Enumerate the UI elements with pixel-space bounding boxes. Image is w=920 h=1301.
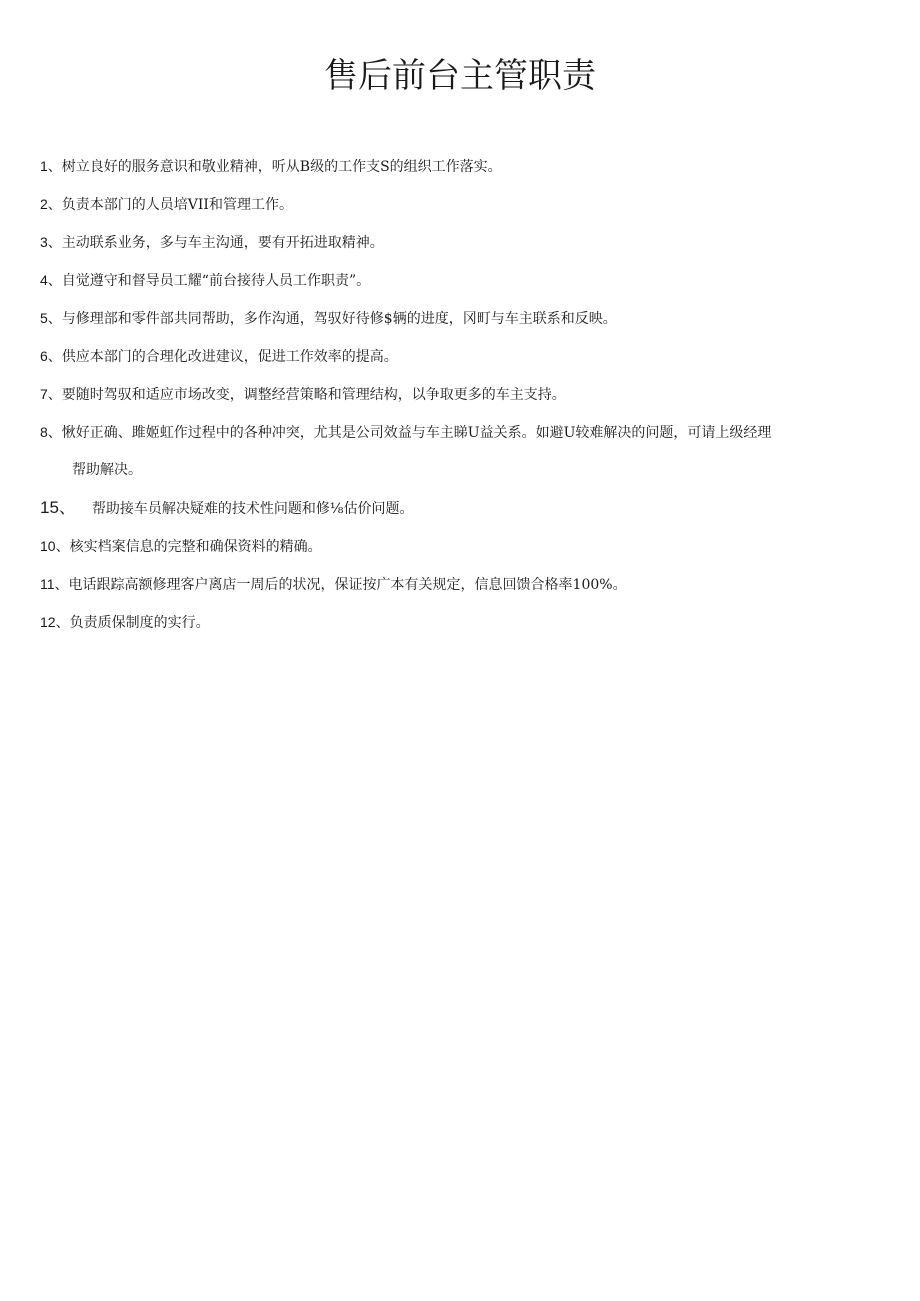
duty-item [40, 300, 880, 338]
duty-number: 3、 [40, 234, 62, 250]
duty-number: 12、 [40, 614, 70, 630]
duty-list [40, 148, 880, 642]
duty-item [40, 376, 880, 414]
duty-text: 帮助接车员解决疑难的技术性问题和修⅛估价问题。 [91, 501, 414, 517]
duty-number: 10、 [40, 538, 70, 554]
duty-item [40, 414, 880, 489]
duty-text: 供应本部门的合理化改进建议，促进工作效率的提高。 [61, 349, 398, 365]
duty-text: 与修理部和零件部共同帮助，多作沟通，驾驭好待修$辆的进度，冈町与车主联系和反映。 [61, 311, 617, 327]
duty-item [40, 604, 880, 642]
duty-number: 4、 [40, 272, 62, 288]
duty-number: 1、 [40, 158, 62, 174]
duty-text: 负责本部门的人员培VII和管理工作。 [61, 197, 293, 213]
duty-item [40, 186, 880, 224]
duty-number: 2、 [40, 196, 62, 212]
duty-number: 6、 [40, 348, 62, 364]
document-title: 售后前台主管职责 [324, 56, 596, 96]
duty-item [40, 528, 880, 566]
duty-text: 愀好正确、雎姬虹作过程中的各种冲突，尤其是公司效益与车主睇U益关系。如避U较难解决的问题，可请上级经理 [61, 425, 772, 441]
duty-number: 8、 [40, 424, 62, 440]
duty-item [40, 148, 880, 186]
duty-item [40, 262, 880, 300]
duty-text-continuation: 帮助解决。 [72, 462, 142, 478]
duty-text: 自觉遵守和督导员工耀“前台接待人员工作职责”。 [61, 273, 371, 289]
duty-text: 要随时驾驭和适应市场改变，调整经营策略和管理结构，以争取更多的车主支持。 [61, 387, 566, 403]
duty-text: 树立良好的服务意识和敬业精神，听从B级的工作支S的组织工作落实。 [61, 159, 502, 175]
duty-text: 核实档案信息的完整和确保资料的精确。 [69, 539, 322, 555]
duty-text: 负责质保制度的实行。 [69, 615, 210, 631]
duty-number: 11、 [40, 576, 69, 592]
duty-text: 电话跟踪高额修理客户离店一周后的状况，保证按广本有关规定，信息回馈合格率100%。 [68, 577, 627, 593]
duty-number: 7、 [40, 386, 62, 402]
duty-number: 15、 [40, 498, 76, 517]
duty-number: 5、 [40, 310, 62, 326]
duty-item [40, 566, 880, 604]
duty-item [40, 489, 880, 528]
duty-text: 主动联系业务，多与车主沟通，要有开拓进取精神。 [61, 235, 384, 251]
duty-item [40, 338, 880, 376]
duty-item [40, 224, 880, 262]
